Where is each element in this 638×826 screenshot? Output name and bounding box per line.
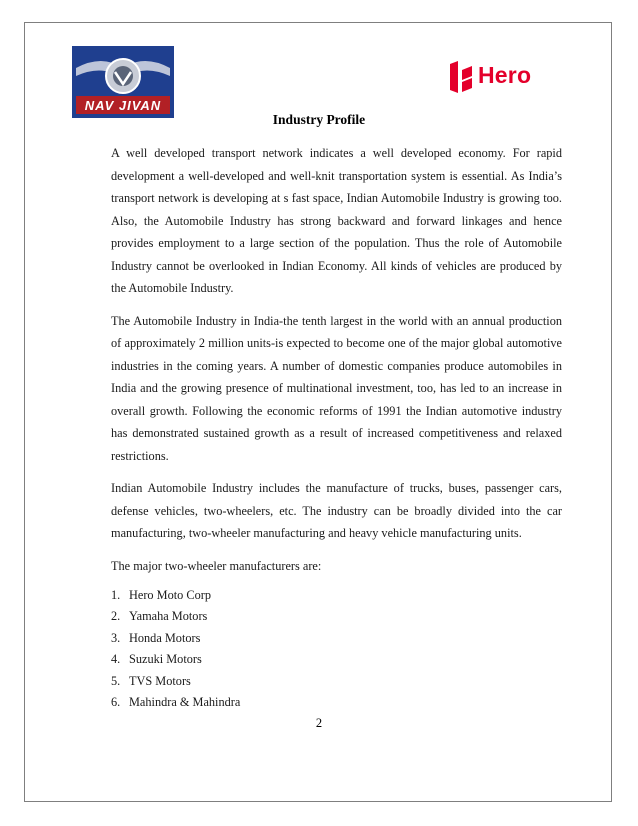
list-intro: The major two-wheeler manufacturers are:: [111, 558, 322, 573]
paragraph: Indian Automobile Industry includes the manufacture of trucks, buses, passenger cars, defense vehicles, two-wheelers, etc. The industry can be broadly divided into the car manufacturing, two-wheeler manufacturing and heavy vehicle manufacturing units.: [111, 481, 562, 540]
manufacturer-list: [111, 585, 562, 715]
list-item-number: 1.: [111, 587, 121, 602]
list-item-label: Yamaha Motors: [129, 609, 208, 624]
navjivan-logo-text: NAV JIVAN: [84, 98, 162, 113]
list-item-label: Suzuki Motors: [129, 652, 202, 667]
hero-logo-text: Hero: [478, 62, 532, 88]
list-item-label: Honda Motors: [129, 630, 201, 645]
list-item: [111, 606, 562, 628]
list-item-number: 5.: [111, 673, 121, 688]
hero-emblem-icon: [448, 60, 476, 94]
page-title: Industry Profile: [272, 112, 366, 127]
list-item: [111, 671, 562, 693]
navjivan-emblem-icon: [72, 46, 174, 118]
page-number: 2: [315, 716, 323, 730]
list-item-label: Hero Moto Corp: [129, 587, 211, 602]
navjivan-logo: [72, 46, 174, 118]
list-item-number: 4.: [111, 652, 121, 667]
content-body: [111, 142, 562, 714]
list-item-number: 2.: [111, 609, 121, 624]
list-item-label: Mahindra & Mahindra: [129, 695, 241, 710]
list-item-number: 3.: [111, 630, 121, 645]
hero-logo: [448, 60, 558, 96]
list-item: [111, 628, 562, 650]
list-item-number: 6.: [111, 695, 121, 710]
list-item: [111, 585, 562, 607]
list-item-label: TVS Motors: [129, 673, 191, 688]
list-item: [111, 692, 562, 714]
paragraph: A well developed transport network indicates a well developed economy. For rapid development a well-developed and well-knit transportation system is essential. As India’s transport network is developing at s fast space, Indian Automobile Industry is growing too. Also, the Automobile Industry has strong backward and forward linkages and hence provides employment to a large section of the population. Thus the role of Automobile Industry cannot be overlooked in Indian Economy. All kinds of vehicles are produced by the Automobile Industry.: [111, 146, 562, 295]
paragraph: The Automobile Industry in India-the tenth largest in the world with an annual production of approximately 2 million units-is expected to become one of the major global automotive industries in the coming years. A number of domestic companies produce automobiles in India and the growing presence of multinational investment, too, has led to an increase in overall growth. Following the economic reforms of 1991 the Indian automotive industry has demonstrated sustained growth as a result of increased competitiveness and relaxed restrictions.: [111, 313, 562, 463]
list-item: [111, 649, 562, 671]
